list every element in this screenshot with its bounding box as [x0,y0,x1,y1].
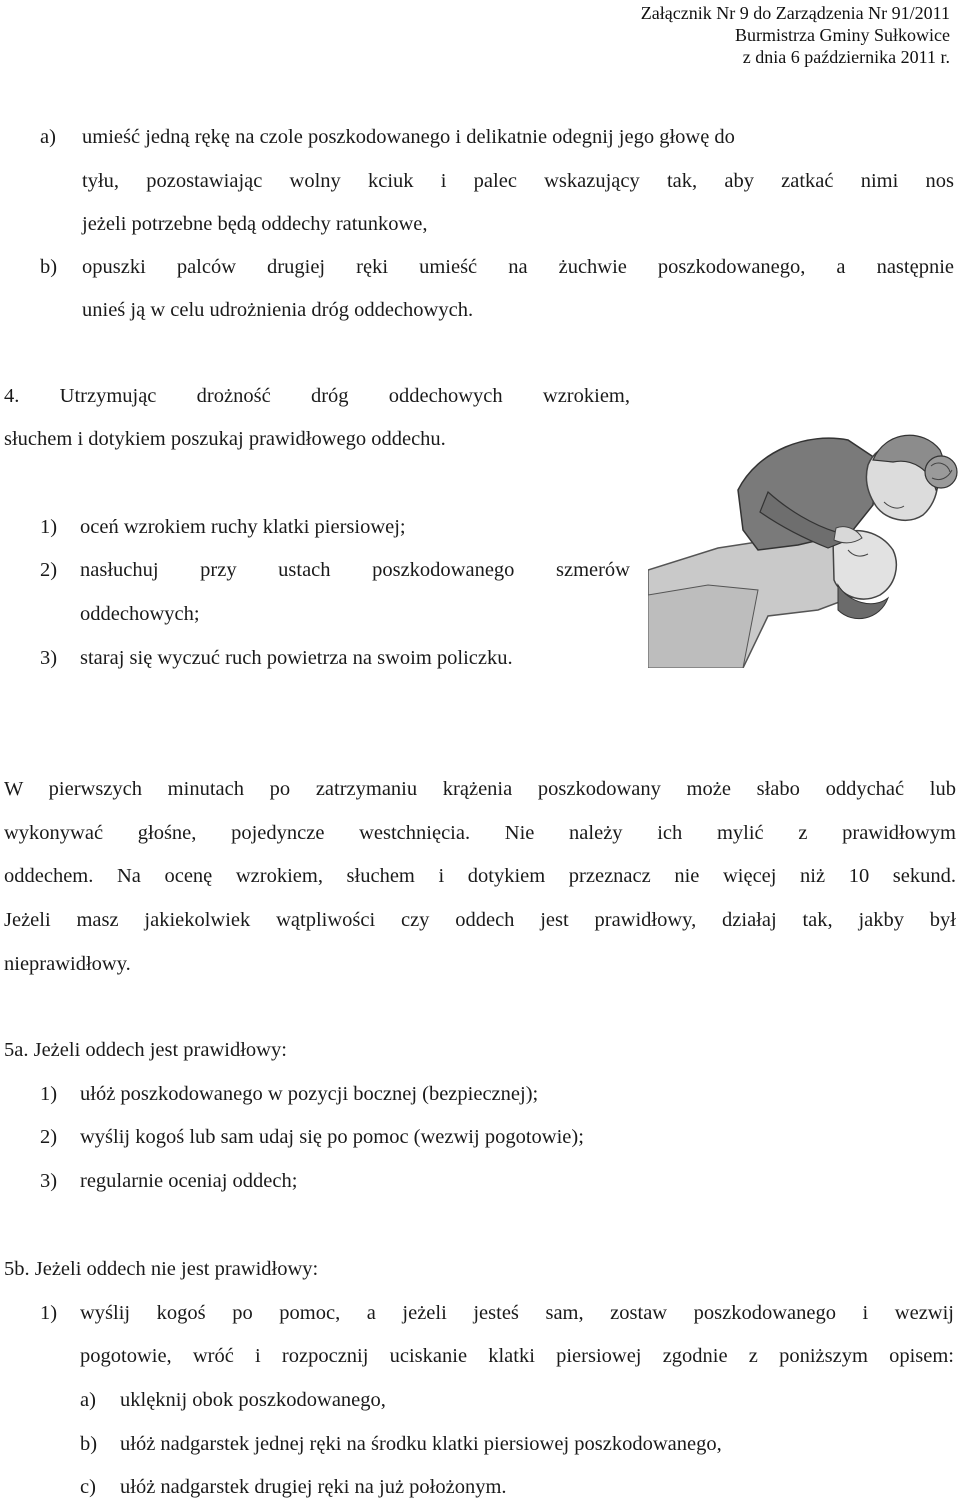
paragraph-line4: Jeżeli masz jakiekolwiek wątpliwości czy oddech jest prawidłowy, działaj tak, jakby był [4,909,956,931]
step4-item2-text-cont: oddechowych; [80,603,200,625]
step5b-item1-marker: 1) [40,1302,58,1324]
step5a-item2-marker: 2) [40,1126,58,1148]
step3-a-line1 [82,124,954,150]
step4-item1-text: oceń wzrokiem ruchy klatki piersiowej; [80,516,406,538]
step3-a-line3: jeżeli potrzebne będą oddechy ratunkowe, [82,213,428,235]
step5a-title: 5a. Jeżeli oddech jest prawidłowy: [4,1039,287,1061]
step4-item1-marker: 1) [40,516,58,538]
step3-b-line1: opuszki palców drugiej ręki umieść na żuchwie poszkodowanego, a następnie [82,256,954,278]
step3-a-marker: a) [40,126,56,148]
step5b-subitem-a-marker: a) [80,1389,96,1411]
breathing-check-illustration [648,420,960,668]
step5a-item3-marker: 3) [40,1170,58,1192]
step3-a-line2: tyłu, pozostawiając wolny kciuk i palec wskazujący tak, aby zatkać nimi nos [82,170,954,192]
step5b-subitem-c-marker: c) [80,1476,96,1498]
header-annex-line: Załącznik Nr 9 do Zarządzenia Nr 91/2011 [640,3,950,23]
step4-heading-line2: słuchem i dotykiem poszukaj prawidłowego oddechu. [4,428,446,450]
step5b-subitem-b-text: ułóż nadgarstek jednej ręki na środku klatki piersiowej poszkodowanego, [120,1433,722,1455]
step3-b-line2: unieś ją w celu udrożnienia dróg oddechowych. [82,299,474,321]
step4-item3-text: staraj się wyczuć ruch powietrza na swoim policzku. [80,647,513,669]
paragraph-line2: wykonywać głośne, pojedyncze westchnięcia. Nie należy ich mylić z prawidłowym [4,822,956,844]
step4-heading-line1: 4. Utrzymując drożność dróg oddechowych wzrokiem, [4,385,630,407]
paragraph-line1: W pierwszych minutach po zatrzymaniu krążenia poszkodowany może słabo oddychać lub [4,778,956,800]
step3-a-line1-text: umieść jedną rękę na czole poszkodowanego i delikatnie odegnij jego głowę do [82,126,735,148]
step5a-item1-text: ułóż poszkodowanego w pozycji bocznej (bezpiecznej); [80,1083,539,1105]
step5b-title: 5b. Jeżeli oddech nie jest prawidłowy: [4,1258,319,1280]
step4-item2-text: nasłuchuj przy ustach poszkodowanego szmerów [80,559,630,581]
step5a-item2-text: wyślij kogoś lub sam udaj się po pomoc (wezwij pogotowie); [80,1126,584,1148]
step5b-subitem-c-text: ułóż nadgarstek drugiej ręki na już położonym. [120,1476,507,1498]
step5a-item3-text: regularnie oceniaj oddech; [80,1170,298,1192]
step5b-item1-line1: wyślij kogoś po pomoc, a jeżeli jesteś sam, zostaw poszkodowanego i wezwij [80,1302,954,1324]
step5b-item1-line2: pogotowie, wróć i rozpocznij uciskanie klatki piersiowej zgodnie z poniższym opisem: [80,1345,954,1367]
step3-b-marker: b) [40,256,58,278]
document-header [641,2,950,68]
paragraph-line5: nieprawidłowy. [4,953,131,975]
paragraph-line3: oddechem. Na ocenę wzrokiem, słuchem i dotykiem przeznacz nie więcej niż 10 sekund. [4,865,956,887]
header-authority-line: Burmistrza Gminy Sułkowice [735,25,950,45]
step4-item2-marker: 2) [40,559,58,581]
step5a-item1-marker: 1) [40,1083,58,1105]
step4-item3-marker: 3) [40,647,58,669]
header-date-line: z dnia 6 października 2011 r. [742,47,950,67]
step5b-subitem-a-text: uklęknij obok poszkodowanego, [120,1389,386,1411]
step5b-subitem-b-marker: b) [80,1433,98,1455]
